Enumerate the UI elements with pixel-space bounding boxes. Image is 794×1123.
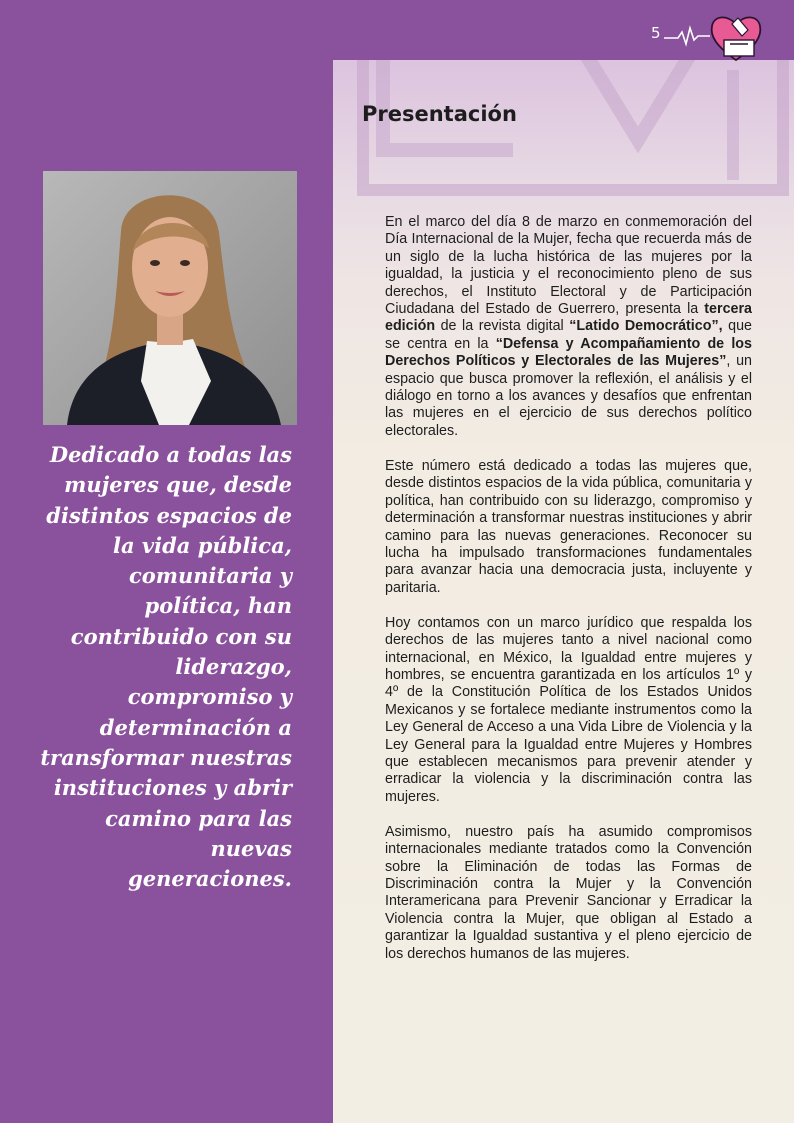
- highlight-magazine-name: “Latido Democrático”,: [569, 318, 723, 335]
- paragraph-1: [385, 214, 752, 440]
- paragraph-4: Asimismo, nuestro país ha asumido compromisos internacionales mediante tratados como la Convención sobre la Eliminación de todas las Formas de Discriminación contra la Mujer y la Convención Interamericana para Prevenir Sancionar y Erradicar la Violencia contra la Mujer, que obligan al Estado a garantizar la Igualdad sustantiva y el pleno ejercicio de los derechos humanos de las mujeres.: [385, 823, 752, 962]
- paragraph-1-part-c: de la revista digital: [435, 318, 570, 335]
- highlight-edition: tercera edición: [385, 301, 752, 335]
- heartbeat-ballot-heart-icon: [664, 10, 764, 62]
- paragraph-3: Hoy contamos con un marco jurídico que respalda los derechos de las mujeres tanto a nivel nacional como internacional, en México, la Igualdad entre mujeres y hombres, se encuentra garantizada en los artículos 1º y 4º de la Constitución Política de los Estados Unidos Mexicanos y se fortalece mediante instrumentos como la Ley General de Acceso a una Vida Libre de Violencia y la Ley General para la Igualdad entre Mujeres y Hombres que establecen mecanismos para prevenir atender y erradicar la violencia y la discriminación contra las mujeres.: [385, 614, 752, 805]
- paragraph-1-part-a: En el marco del día 8 de marzo en conmemoración del Día Internacional de la Mujer, fecha que recuerda más de un siglo de la lucha histórica de las mujeres por la igualdad, la justicia y el reconocimiento pleno de sus derechos, el Instituto Electoral y de Participación Ciudadana del Estado de Guerrero, presenta la: [385, 214, 752, 318]
- portrait-photo: [43, 171, 297, 425]
- decorative-background-letters: [333, 60, 794, 230]
- highlight-topic: “Defensa y Acompañamiento de los Derechos Políticos y Electorales de las Mujeres”: [385, 335, 752, 370]
- paragraph-1-part-e: , un espacio que busca promover la reflexión, el análisis y el diálogo en torno a los avances y desafíos que enfrentan las mujeres en el ejercicio de sus derechos político electorales.: [385, 353, 752, 439]
- section-title: Presentación: [362, 102, 517, 126]
- dedication-quote: Dedicado a todas las mujeres que, desde distintos espacios de la vida pública, comunitaria y política, han contribuido con su liderazgo, compromiso y determinación a transformar nuestras instituciones y abrir camino para las nuevas generaciones.: [40, 442, 292, 892]
- paragraph-1-part-d: que se centra en la: [385, 318, 752, 352]
- presentation-body: [385, 214, 752, 981]
- paragraph-2: Este número está dedicado a todas las mujeres que, desde distintos espacios de la vida pública, comunitaria y política, han contribuido con su liderazgo, compromiso y determinación a transformar nuestras instituciones y abrir camino para las nuevas generaciones. Reconocer su lucha ha impulsado transformaciones fundamentales para avanzar hacia una democracia justa, incluyente y paritaria.: [385, 457, 752, 596]
- page-number: 5: [651, 24, 661, 42]
